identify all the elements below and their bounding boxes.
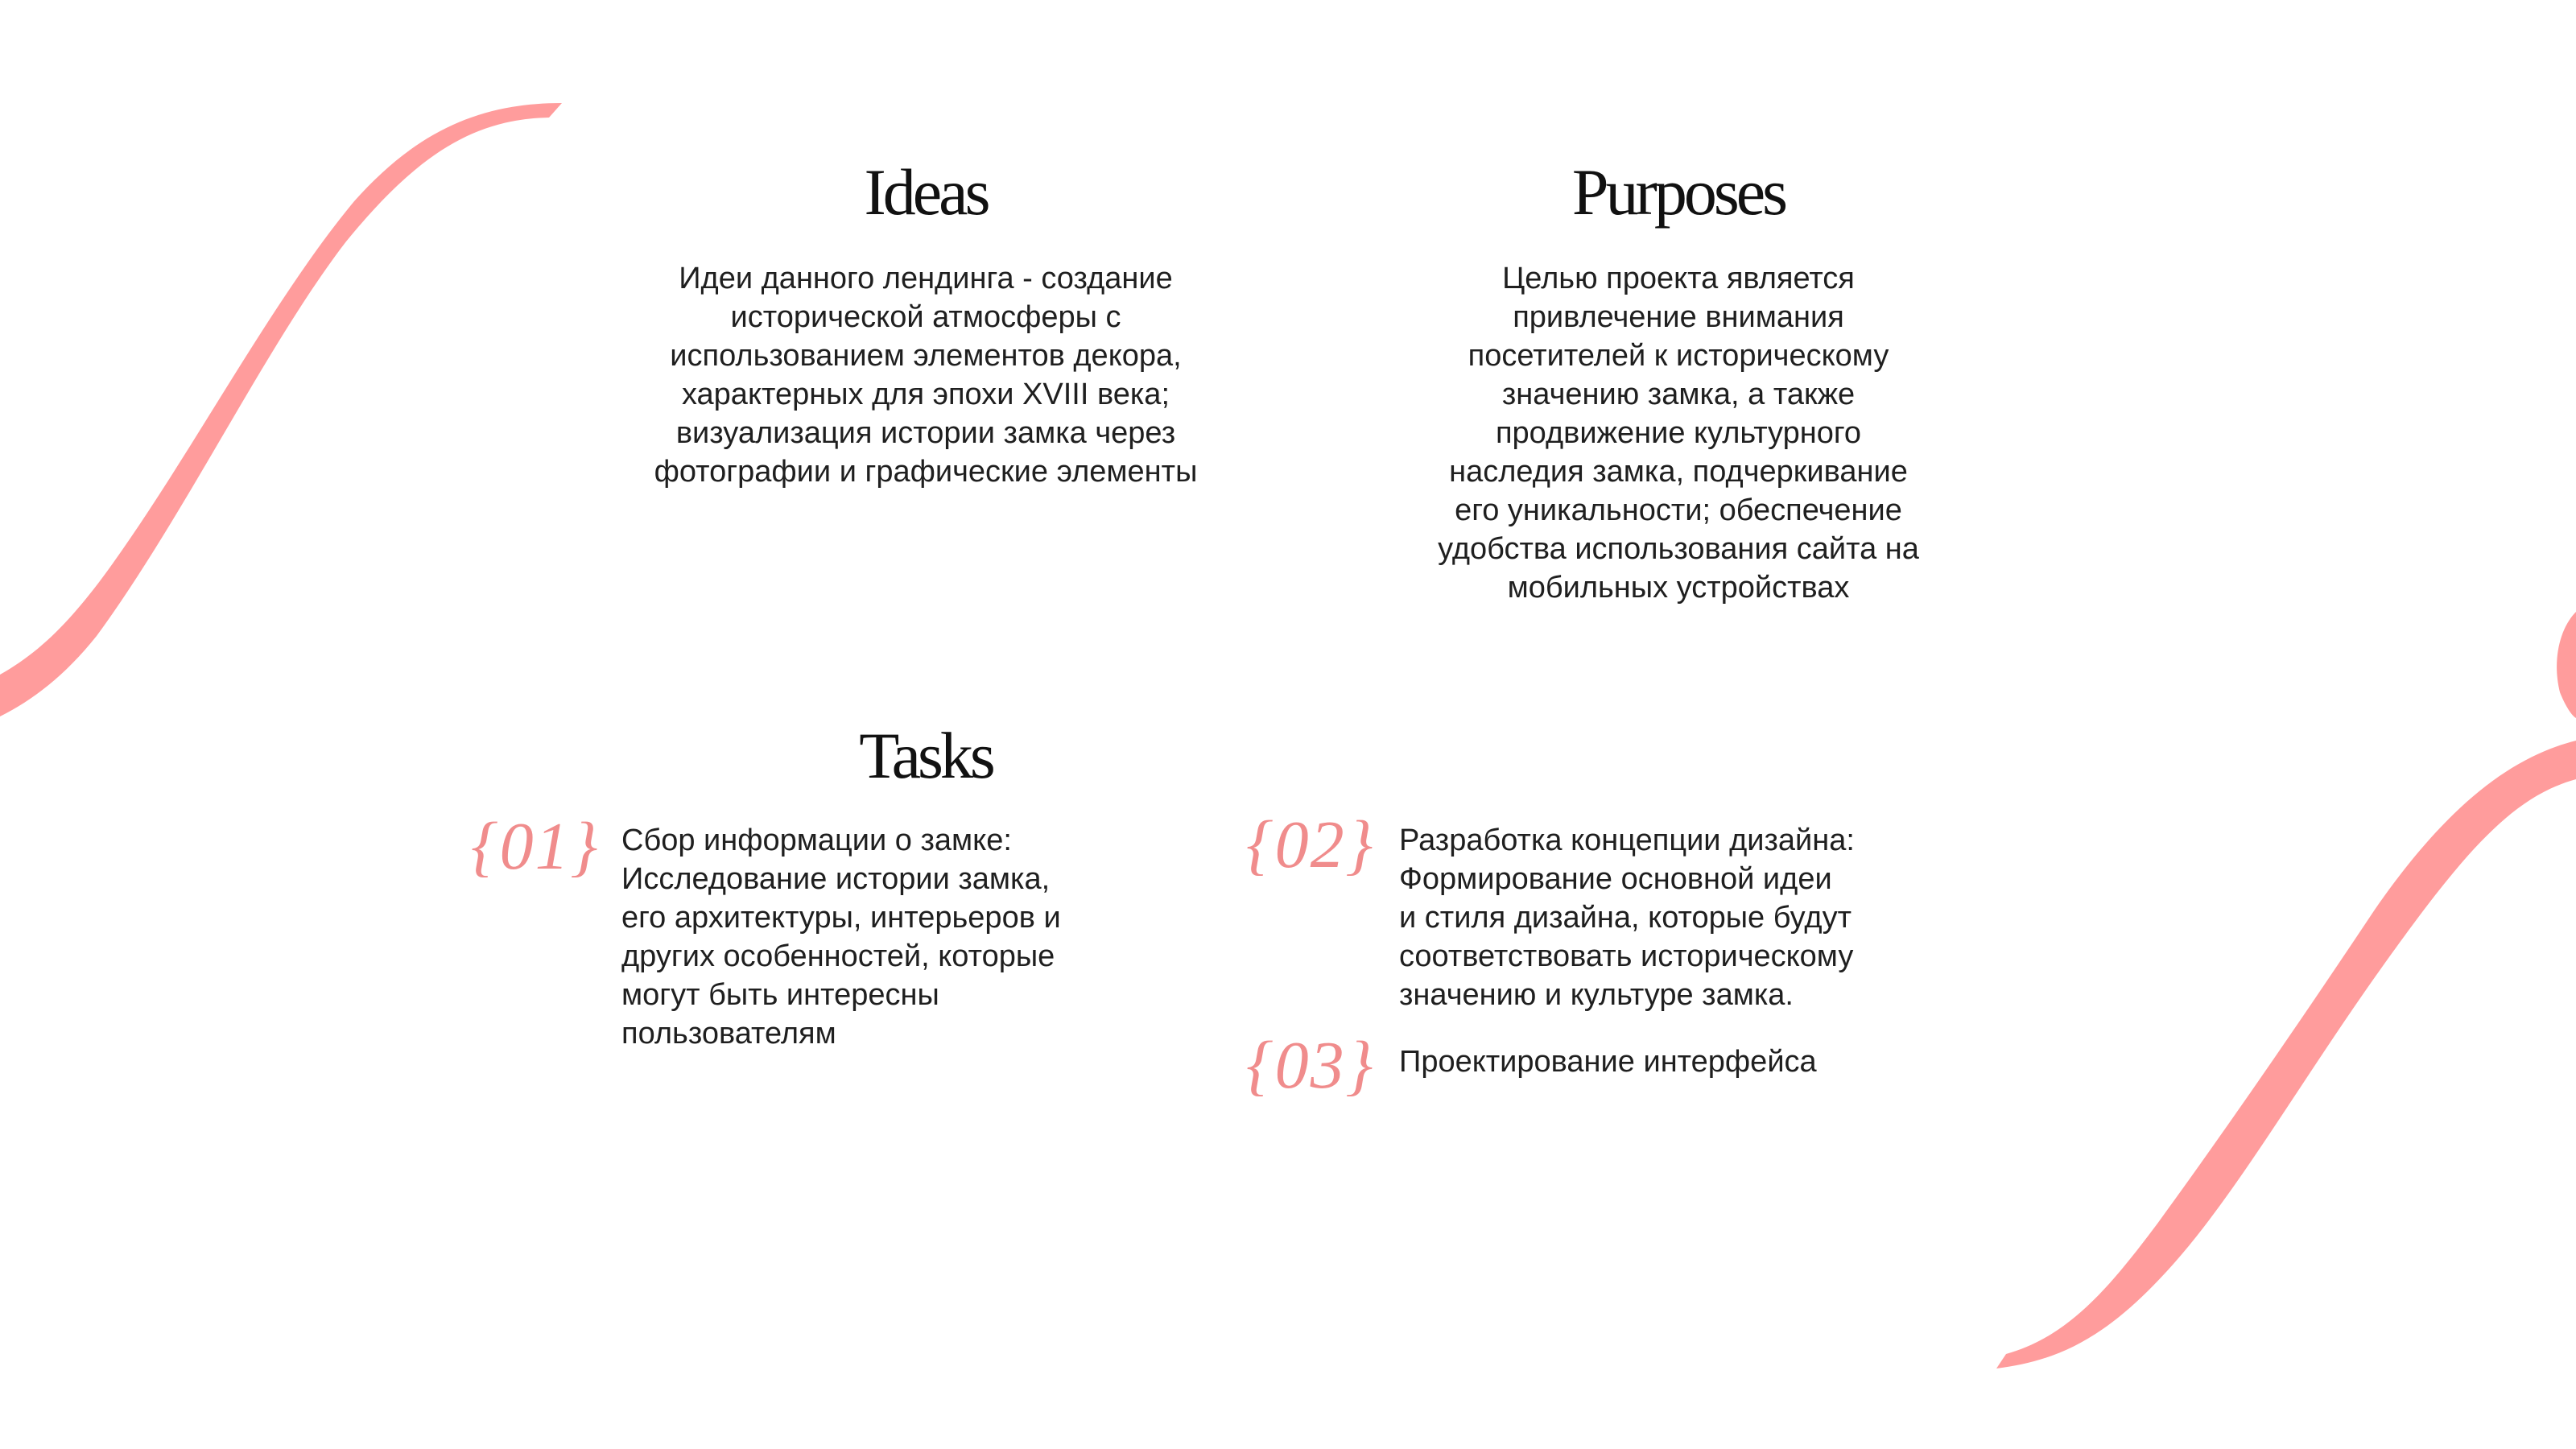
tasks-heading: Tasks [859,719,993,792]
task-number-02: {02} [1246,807,1375,882]
task-number-03: {03} [1246,1028,1375,1103]
purposes-line: посетителей к историческому [1468,339,1889,373]
task-02-line: и стиля дизайна, которые будут [1399,901,1852,935]
task-text-03 [1399,1042,1979,1081]
purposes-line: значению замка, а также [1501,378,1856,411]
task-01-line: Сбор информации о замке: [621,824,1012,857]
ideas-line: Идеи данного лендинга - создание [679,262,1173,295]
purposes-line: привлечение внимания [1513,300,1844,334]
purposes-heading: Purposes [1571,155,1785,229]
purposes-line: наследия замка, подчеркивание [1449,455,1908,489]
task-03-line: Проектирование интерфейса [1399,1045,1817,1079]
ideas-line: фотографии и графические элементы [654,455,1198,489]
ideas-line: использованием элементов декора, [670,339,1182,373]
ideas-line: характерных для эпохи XVIII века; [681,378,1170,411]
purposes-paragraph [1356,259,2000,607]
task-01-line: могут быть интересны [621,978,939,1012]
purposes-line: продвижение культурного [1495,416,1862,450]
left-ribbon-shape [0,103,562,716]
ideas-line: визуализация истории замка через [675,416,1176,450]
ideas-line: исторической атмосферы с [730,300,1121,334]
purposes-line: мобильных устройствах [1507,571,1850,605]
right-ribbon-loop [2557,612,2576,718]
task-number-01: {01} [471,809,600,884]
purposes-line: удобства использования сайта на [1438,532,1919,566]
task-01-line: его архитектуры, интерьеров и [621,901,1061,935]
purposes-line: его уникальности; обеспечение [1455,493,1902,527]
purposes-line: Целью проекта является [1502,262,1855,295]
task-text-01 [621,821,1201,1053]
task-02-line: значению и культуре замка. [1399,978,1794,1012]
task-01-line: Исследование истории замка, [621,862,1051,896]
ideas-heading: Ideas [864,155,988,229]
task-02-line: Формирование основной идеи [1399,862,1832,896]
task-01-line: пользователям [621,1017,836,1051]
task-02-line: соответствовать историческому [1399,939,1854,973]
task-text-02 [1399,821,1979,1014]
task-01-line: других особенностей, которые [621,939,1055,973]
task-02-line: Разработка концепции дизайна: [1399,824,1855,857]
right-ribbon-shape [1996,741,2576,1368]
ideas-paragraph [564,259,1288,491]
